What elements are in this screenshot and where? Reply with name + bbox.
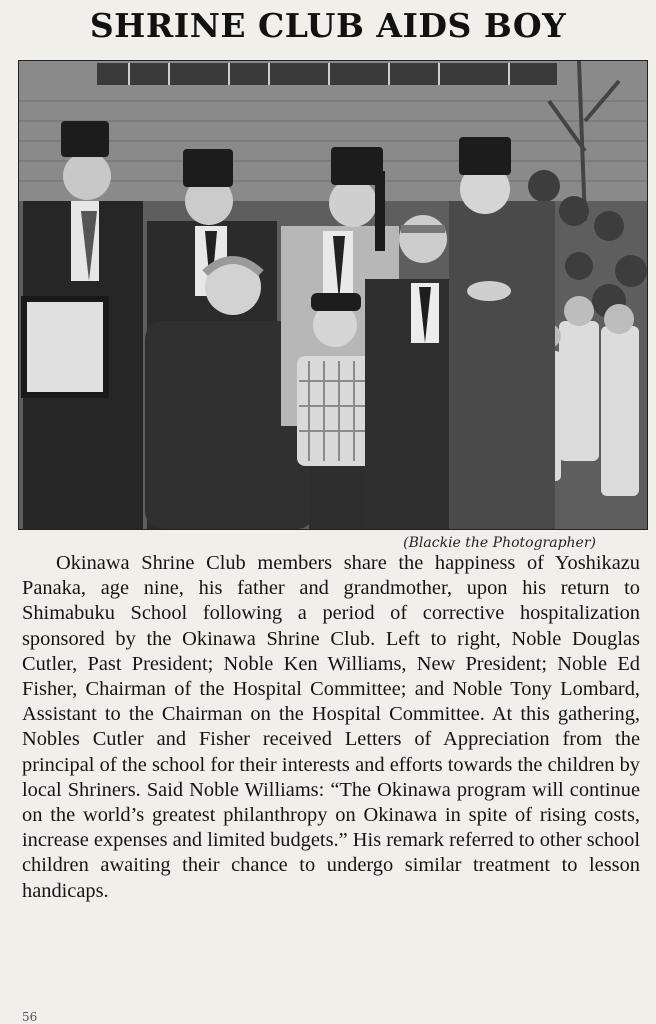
news-photo (18, 60, 648, 530)
caption-text: Okinawa Shrine Club members share the happiness of Yoshikazu Panaka, age nine, his father and grandmother, upon his return to Shimabuku School following a period of corrective hospitalization sponsored by the Okinawa Shrine Club. Left to right, Noble Douglas Cutler, Past President; Noble Ken Williams, New President; Noble Ed Fisher, Chairman of the Hospital Committee; and Noble Tony Lombard, Assistant to the Chairman on the Hospital Committee. At this gathering, Nobles Cutler and Fisher received Letters of Appreciation from the principal of the school for their interests and efforts towards the children by local Shriners. Said Noble Williams: “The Okinawa program will continue on the world’s greatest philanthropy on Okinawa in spite of rising costs, increase expenses and limited budgets.” His remark referred to other school children awaiting their chance to undergo similar treatment to lesson handicaps. (22, 552, 640, 902)
photo-credit: (Blackie the Photographer) (403, 535, 596, 551)
headline: SHRINE CLUB AIDS BOY (89, 6, 567, 45)
page-number: 56 (22, 1010, 38, 1024)
